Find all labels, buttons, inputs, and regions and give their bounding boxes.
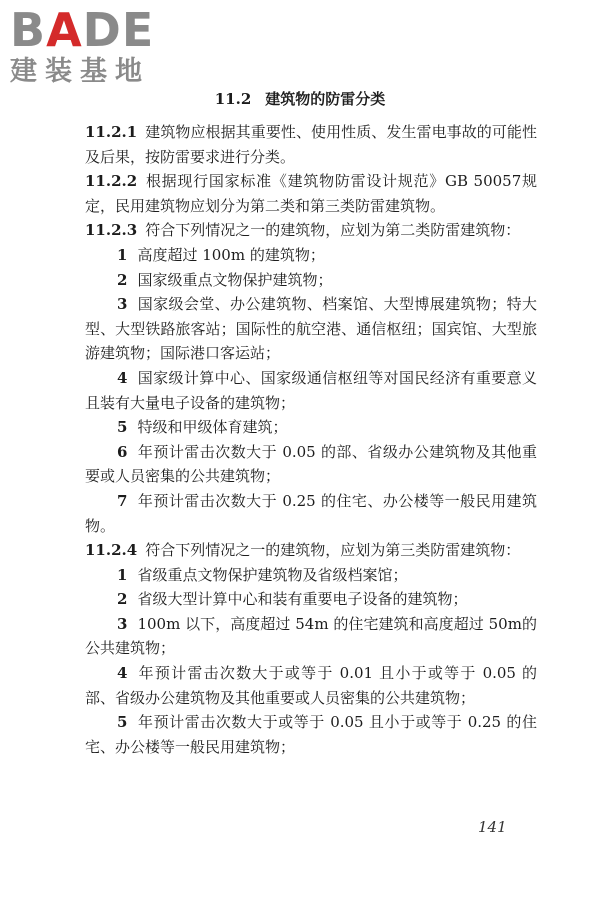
clause-11-2-3 [85,218,537,243]
clause-text: 符合下列情况之一的建筑物，应划为第二类防雷建筑物： [145,221,521,240]
list-item [85,268,537,293]
item-number: 5 [117,713,128,732]
section-number: 11.2 [214,90,252,108]
item-text: 国家级计算中心、国家级通信枢纽等对国民经济有重要意义且装有大量电子设备的建筑物； [85,368,537,412]
item-number: 7 [117,491,128,510]
logo-letters-post: DE [82,3,155,57]
list-item [85,415,537,440]
list-item [85,612,537,661]
clause-number: 11.2.3 [85,221,138,240]
list-item [85,489,537,538]
clause-number: 11.2.1 [85,123,138,141]
list-item [85,243,537,268]
logo-wordmark [10,3,180,57]
clause-11-2-2 [85,169,537,218]
item-number: 3 [117,614,128,633]
list-item [85,661,537,710]
brand-logo [10,3,180,88]
clause-11-2-1 [85,120,537,169]
clause-text: 根据现行国家标准《建筑物防雷设计规范》GB 50057规定，民用建筑物应划分为第二类和第三类防雷建筑物。 [85,172,537,215]
logo-letters-pre: B [10,3,47,57]
item-number: 2 [117,270,128,289]
item-number: 5 [117,418,128,437]
page-number: 141 [478,818,507,836]
item-text: 年预计雷击次数大于 0.25 的住宅、办公楼等一般民用建筑物。 [85,491,537,535]
item-text: 年预计雷击次数大于或等于 0.05 且小于或等于 0.25 的住宅、办公楼等一般民用建筑物； [85,713,537,756]
list-item [85,440,537,489]
list-item [85,366,537,415]
item-number: 3 [117,295,128,314]
item-number: 1 [117,245,128,264]
item-text: 特级和甲级体育建筑； [137,418,288,437]
clause-number: 11.2.4 [85,541,138,560]
item-text: 100m 以下，高度超过 54m 的住宅建筑和高度超过 50m的公共建筑物； [85,614,537,658]
item-number: 4 [117,664,128,683]
item-text: 高度超过 100m 的建筑物； [137,245,325,264]
item-text: 省级大型计算中心和装有重要电子设备的建筑物； [137,590,468,609]
item-text: 年预计雷击次数大于或等于 0.01 且小于或等于 0.05 的部、省级办公建筑物及其他重要或人员密集的公共建筑物； [85,664,537,707]
item-number: 6 [117,442,128,461]
item-number: 4 [117,368,128,387]
item-number: 1 [117,565,128,584]
clause-number: 11.2.2 [85,172,138,191]
item-text: 国家级会堂、办公建筑物、档案馆、大型博展建筑物；特大型、大型铁路旅客站；国际性的航空港、通信枢纽；国宾馆、大型旅游建筑物；国际港口客运站； [85,295,537,363]
clause-text: 建筑物应根据其重要性、使用性质、发生雷电事故的可能性及后果，按防雷要求进行分类。 [85,123,537,166]
list-item [85,710,537,759]
item-text: 国家级重点文物保护建筑物； [137,270,333,289]
page-body [85,120,537,759]
clause-11-2-4 [85,538,537,563]
section-title: 建筑物的防雷分类 [265,90,386,108]
list-item [85,587,537,612]
section-heading [0,88,600,110]
item-text: 省级重点文物保护建筑物及省级档案馆； [137,565,408,584]
list-item [85,292,537,366]
logo-letter-accent: A [46,3,83,57]
list-item [85,563,537,588]
logo-subtitle: 建装基地 [10,56,150,87]
item-number: 2 [117,590,128,609]
item-text: 年预计雷击次数大于 0.05 的部、省级办公建筑物及其他重要或人员密集的公共建筑物； [85,442,537,486]
clause-text: 符合下列情况之一的建筑物，应划为第三类防雷建筑物： [145,541,521,560]
